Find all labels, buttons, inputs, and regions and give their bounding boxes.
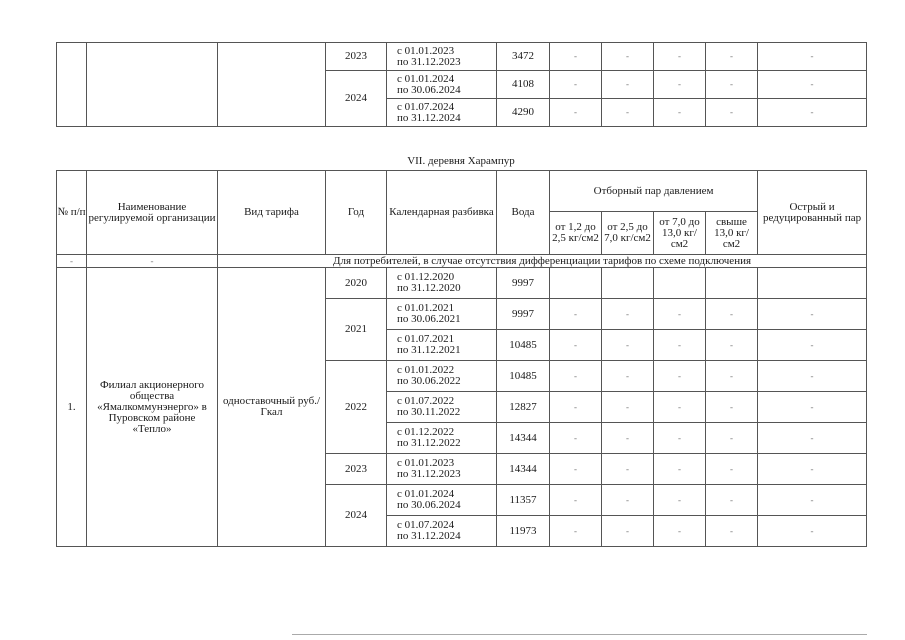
dash-cell: - xyxy=(706,99,758,127)
tariff-type-cell: одноставочный руб./Гкал xyxy=(218,268,326,547)
water-cell: 11973 xyxy=(497,516,550,547)
dash-cell: - xyxy=(602,423,654,454)
dash-cell xyxy=(758,268,867,299)
period-cell xyxy=(387,330,497,361)
dash-cell: - xyxy=(602,330,654,361)
period-cell xyxy=(387,299,497,330)
dash-cell: - xyxy=(602,361,654,392)
top-table-body xyxy=(57,43,867,127)
period-to: по 31.12.2023 xyxy=(397,55,461,68)
top-num-cell xyxy=(57,43,87,127)
water-cell: 14344 xyxy=(497,423,550,454)
period-to: по 30.06.2024 xyxy=(397,499,461,511)
period-cell xyxy=(387,516,497,547)
dash-cell: - xyxy=(602,454,654,485)
water-cell: 9997 xyxy=(497,299,550,330)
top-period-cell xyxy=(387,71,497,99)
dash-cell: - xyxy=(602,485,654,516)
header-water: Вода xyxy=(497,171,550,255)
org-name-cell: Филиал акционерного общества «Ямалкоммунэнерго» в Пуровском районе «Тепло» xyxy=(87,268,218,547)
year-cell: 2020 xyxy=(326,268,387,299)
period-from: с 01.01.2023 xyxy=(397,44,455,57)
header-pressure-3: от 7,0 до 13,0 кг/см2 xyxy=(654,212,706,255)
period-from: с 01.01.2022 xyxy=(397,364,455,376)
dash-cell xyxy=(550,268,602,299)
dash-cell: - xyxy=(706,43,758,71)
dash-cell: - xyxy=(550,454,602,485)
dash-cell: - xyxy=(758,71,867,99)
dash-cell: - xyxy=(550,392,602,423)
top-water-cell: 4108 xyxy=(497,71,550,99)
period-to: по 31.12.2020 xyxy=(397,282,461,294)
dash-cell: - xyxy=(550,516,602,547)
dash-cell: - xyxy=(758,392,867,423)
period-cell xyxy=(387,392,497,423)
year-cell: 2022 xyxy=(326,361,387,454)
header-org: Наименование регулируемой организации xyxy=(87,171,218,255)
period-to: по 31.12.2024 xyxy=(397,530,461,542)
dash-cell: - xyxy=(654,423,706,454)
dash-cell xyxy=(654,268,706,299)
dash-cell: - xyxy=(706,485,758,516)
header-row xyxy=(57,171,867,212)
dash-cell: - xyxy=(758,423,867,454)
period-to: по 30.11.2022 xyxy=(397,406,461,418)
water-cell: 14344 xyxy=(497,454,550,485)
top-tariff-cell xyxy=(218,43,326,127)
dash-cell: - xyxy=(654,516,706,547)
dash-cell: - xyxy=(550,99,602,127)
note-text: Для потребителей, в случае отсутствия дифференциации тарифов по схеме подключения xyxy=(218,255,867,268)
dash-cell: - xyxy=(706,423,758,454)
header-tariff: Вид тарифа xyxy=(218,171,326,255)
dash-cell: - xyxy=(758,485,867,516)
dash-cell: - xyxy=(602,299,654,330)
period-from: с 01.01.2024 xyxy=(397,488,455,500)
dash-cell: - xyxy=(706,392,758,423)
period-to: по 31.12.2021 xyxy=(397,344,461,356)
section-title: VII. деревня Харампур xyxy=(407,155,515,167)
dash-cell: - xyxy=(550,361,602,392)
period-cell xyxy=(387,361,497,392)
header-num: № п/п xyxy=(57,171,87,255)
top-water-cell: 3472 xyxy=(497,43,550,71)
dash-cell: - xyxy=(758,299,867,330)
period-from: с 01.07.2022 xyxy=(397,395,455,407)
period-cell xyxy=(387,268,497,299)
water-cell: 12827 xyxy=(497,392,550,423)
period-cell xyxy=(387,485,497,516)
dash-cell: - xyxy=(758,516,867,547)
period-to: по 31.12.2024 xyxy=(397,111,461,124)
year-cell: 2024 xyxy=(326,485,387,547)
dash-cell: - xyxy=(654,43,706,71)
dash-cell: - xyxy=(654,361,706,392)
period-to: по 31.12.2023 xyxy=(397,468,461,480)
dash-cell xyxy=(602,268,654,299)
dash-cell: - xyxy=(758,43,867,71)
note-dash-2: - xyxy=(87,255,218,268)
tariff-row xyxy=(57,268,867,299)
dash-cell: - xyxy=(706,361,758,392)
dash-cell: - xyxy=(654,454,706,485)
water-cell: 11357 xyxy=(497,485,550,516)
top-row xyxy=(57,43,867,71)
water-cell: 10485 xyxy=(497,361,550,392)
period-cell xyxy=(387,423,497,454)
period-to: по 30.06.2024 xyxy=(397,83,461,96)
dash-cell: - xyxy=(550,71,602,99)
dash-cell: - xyxy=(602,43,654,71)
water-cell: 10485 xyxy=(497,330,550,361)
dash-cell: - xyxy=(602,71,654,99)
note-dash-1: - xyxy=(57,255,87,268)
dash-cell: - xyxy=(654,71,706,99)
dash-cell: - xyxy=(602,516,654,547)
dash-cell: - xyxy=(550,423,602,454)
header-sharp-steam: Острый и редуцированный пар xyxy=(758,171,867,255)
dash-cell: - xyxy=(758,330,867,361)
period-from: с 01.01.2023 xyxy=(397,457,455,469)
dash-cell: - xyxy=(654,330,706,361)
dash-cell: - xyxy=(654,99,706,127)
footer-rule xyxy=(292,634,867,635)
year-cell: 2023 xyxy=(326,454,387,485)
top-period-cell xyxy=(387,43,497,71)
header-calendar: Календарная разбивка xyxy=(387,171,497,255)
header-steam: Отборный пар давлением xyxy=(550,171,758,212)
dash-cell: - xyxy=(550,43,602,71)
dash-cell: - xyxy=(654,392,706,423)
dash-cell: - xyxy=(706,330,758,361)
year-cell: 2021 xyxy=(326,299,387,361)
top-tariff-table xyxy=(56,42,867,127)
top-year-cell: 2023 xyxy=(326,43,387,71)
period-from: с 01.12.2022 xyxy=(397,426,455,438)
dash-cell: - xyxy=(758,361,867,392)
dash-cell: - xyxy=(706,454,758,485)
period-from: с 01.07.2024 xyxy=(397,519,455,531)
dash-cell: - xyxy=(706,71,758,99)
dash-cell: - xyxy=(550,330,602,361)
org-num-cell: 1. xyxy=(57,268,87,547)
water-cell: 9997 xyxy=(497,268,550,299)
period-to: по 30.06.2021 xyxy=(397,313,461,325)
dash-cell: - xyxy=(602,99,654,127)
top-org-cell xyxy=(87,43,218,127)
period-from: с 01.07.2021 xyxy=(397,333,455,345)
dash-cell: - xyxy=(602,392,654,423)
dash-cell: - xyxy=(706,299,758,330)
header-pressure-2: от 2,5 до 7,0 кг/см2 xyxy=(602,212,654,255)
dash-cell: - xyxy=(706,516,758,547)
period-cell xyxy=(387,454,497,485)
dash-cell: - xyxy=(550,485,602,516)
dash-cell: - xyxy=(654,299,706,330)
top-period-cell xyxy=(387,99,497,127)
period-to: по 30.06.2022 xyxy=(397,375,461,387)
period-to: по 31.12.2022 xyxy=(397,437,461,449)
dash-cell: - xyxy=(550,299,602,330)
period-from: с 01.12.2020 xyxy=(397,271,455,283)
dash-cell xyxy=(706,268,758,299)
period-from: с 01.01.2021 xyxy=(397,302,455,314)
note-row xyxy=(57,255,867,268)
top-year-cell: 2024 xyxy=(326,71,387,127)
period-from: с 01.01.2024 xyxy=(397,72,455,85)
top-water-cell: 4290 xyxy=(497,99,550,127)
dash-cell: - xyxy=(758,454,867,485)
dash-cell: - xyxy=(758,99,867,127)
header-pressure-1: от 1,2 до 2,5 кг/см2 xyxy=(550,212,602,255)
dash-cell: - xyxy=(654,485,706,516)
main-tariff-table xyxy=(56,170,867,547)
header-pressure-4: свыше 13,0 кг/см2 xyxy=(706,212,758,255)
period-from: с 01.07.2024 xyxy=(397,100,455,113)
main-table-body xyxy=(57,171,867,547)
header-year: Год xyxy=(326,171,387,255)
